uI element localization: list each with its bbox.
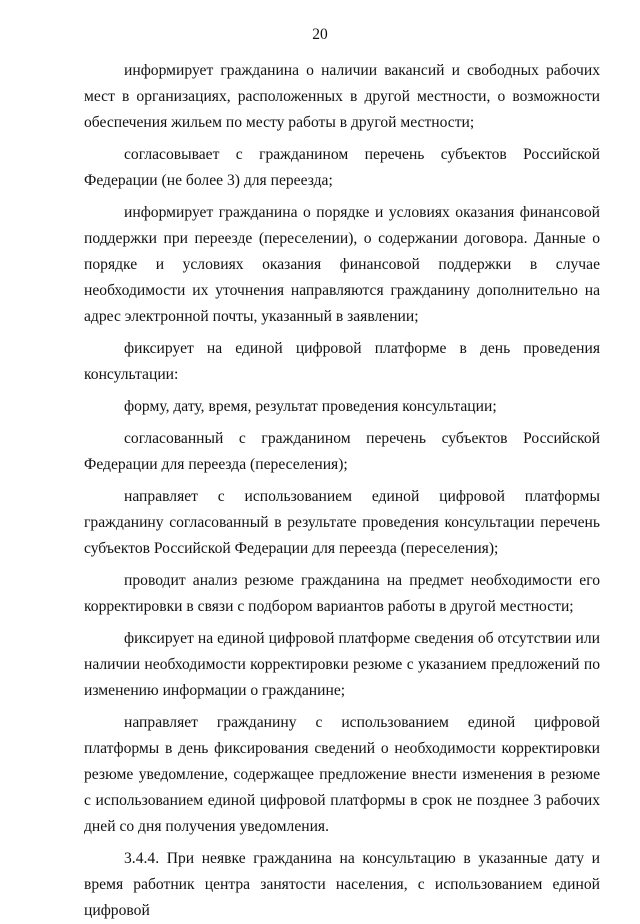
paragraph-11: 3.4.4. При неявке гражданина на консультацию в указанные дату и время работник центра занятости населения, с использованием единой цифровой <box>84 850 600 919</box>
paragraph-1: информирует гражданина о наличии вакансий и свободных рабочих мест в организациях, расположенных в другой местности, о возможности обеспечения жильем по месту работы в другой местности; <box>84 62 600 131</box>
paragraph-9: фиксирует на единой цифровой платформе сведения об отсутствии или наличии необходимости корректировки резюме с указанием предложений по изменению информации о гражданине; <box>84 630 600 699</box>
paragraph-6: согласованный с гражданином перечень субъектов Российской Федерации для переезда (переселения); <box>84 430 600 473</box>
paragraph-5: форму, дату, время, результат проведения консультации; <box>124 398 497 415</box>
document-body <box>84 58 600 924</box>
paragraph-10: направляет гражданину с использованием единой цифровой платформы в день фиксирования сведений о необходимости корректировки резюме уведомление, содержащее предложение внести изменения в резюме с использованием единой цифровой платформы в срок не позднее 3 рабочих дней со дня получения уведомления. <box>84 714 600 835</box>
paragraph-8: проводит анализ резюме гражданина на предмет необходимости его корректировки в связи с подбором вариантов работы в другой местности; <box>84 572 600 615</box>
paragraph-4: фиксирует на единой цифровой платформе в день проведения консультации: <box>84 340 600 383</box>
paragraph-7: направляет с использованием единой цифровой платформы гражданину согласованный в результате проведения консультации перечень субъектов Российской Федерации для переезда (переселения); <box>84 488 600 557</box>
paragraph-3: информирует гражданина о порядке и условиях оказания финансовой поддержки при переезде (переселении), о содержании договора. Данные о порядке и условиях оказания финансовой поддержки в случае необходимости их уточнения направляются гражданину дополнительно на адрес электронной почты, указанный в заявлении; <box>84 204 600 325</box>
paragraph-2: согласовывает с гражданином перечень субъектов Российской Федерации (не более 3) для переезда; <box>84 146 600 189</box>
page-number: 20 <box>312 26 328 43</box>
